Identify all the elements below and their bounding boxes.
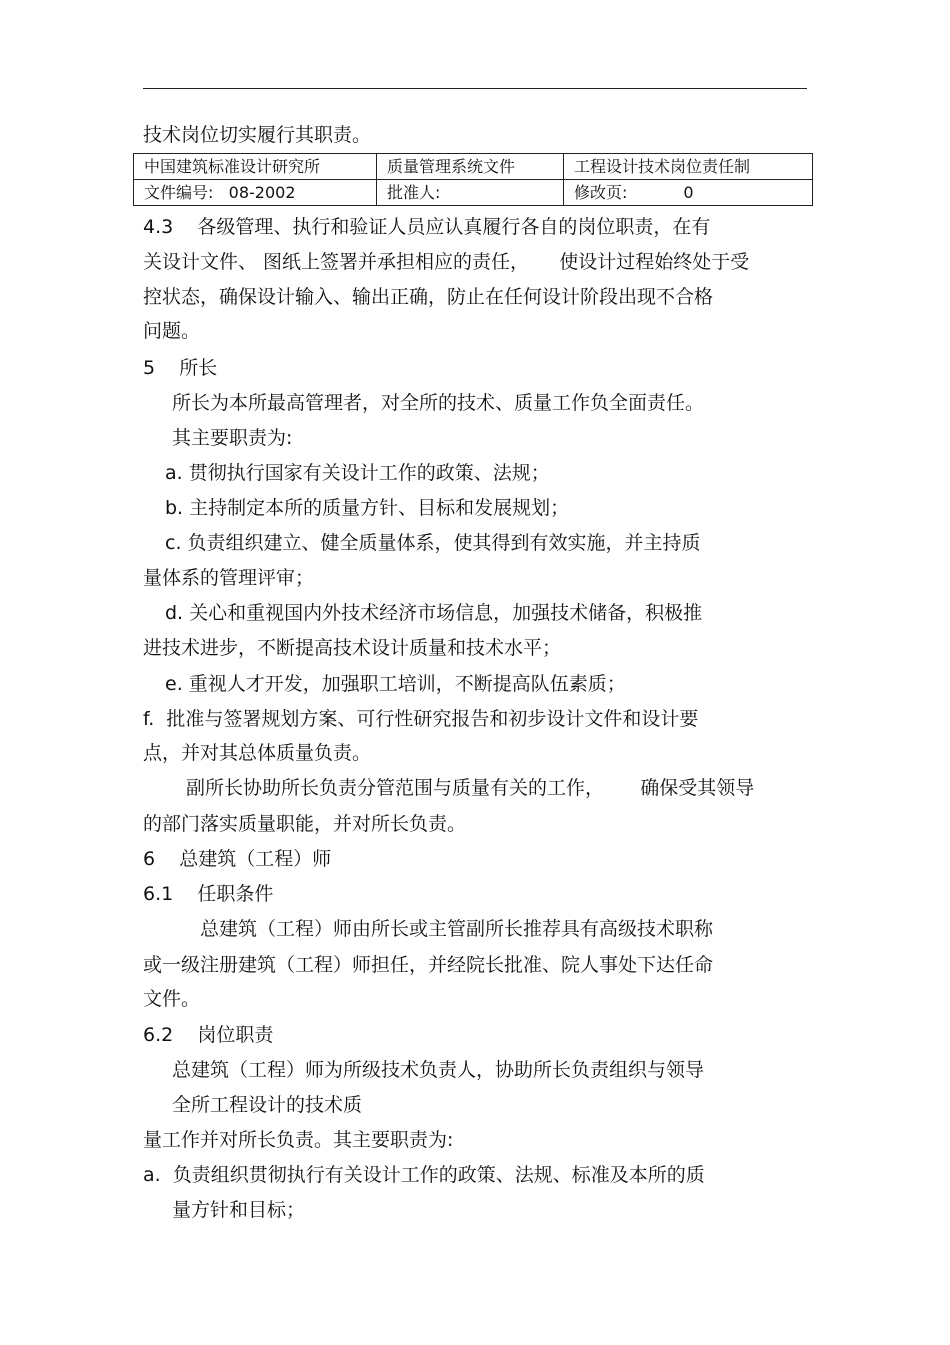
list-item: c. 负责组织建立、健全质量体系，使其得到有效实施，并主持质 — [165, 532, 701, 554]
list-item: d. 关心和重视国内外技术经济市场信息，加强技术储备，积极推 — [165, 602, 703, 624]
document-header-table — [133, 153, 813, 206]
section-5-heading: 5 所长 — [143, 357, 218, 379]
text-line: 其主要职责为: — [172, 427, 293, 449]
text-line: 总建筑（工程）师为所级技术负责人，协助所长负责组织与领导 — [172, 1059, 705, 1081]
institute-name-cell: 中国建筑标准设计研究所 — [134, 154, 377, 180]
text-line: 问题。 — [143, 320, 201, 342]
text-line: 量体系的管理评审； — [143, 567, 315, 589]
table-row — [134, 154, 813, 180]
list-item: f. 批准与签署规划方案、可行性研究报告和初步设计文件和设计要 — [143, 708, 699, 730]
text-line: 所长为本所最高管理者，对全所的技术、质量工作负全面责任。 — [172, 392, 705, 414]
text-line: 点，并对其总体质量负责。 — [143, 742, 372, 764]
list-item: b. 主持制定本所的质量方针、目标和发展规划； — [165, 497, 570, 519]
text-line: 文件。 — [143, 988, 201, 1010]
text-line: 技术岗位切实履行其职责。 — [143, 124, 372, 146]
list-item: a. 贯彻执行国家有关设计工作的政策、法规； — [165, 462, 550, 484]
text-line: 全所工程设计的技术质 — [172, 1094, 363, 1116]
revision-cell: 修改页: 0 — [564, 180, 813, 206]
text-line: 量方针和目标； — [172, 1199, 306, 1221]
text-line: 关设计文件、 图纸上签署并承担相应的责任， 使设计过程始终处于受 — [143, 251, 750, 273]
file-number-cell: 文件编号: 08-2002 — [134, 180, 377, 206]
section-4-3-text: 4.3 各级管理、执行和验证人员应认真履行各自的岗位职责，在有 — [143, 216, 711, 238]
header-rule — [143, 88, 807, 89]
section-6-2-heading: 6.2 岗位职责 — [143, 1024, 274, 1046]
text-line: 副所长协助所长负责分管范围与质量有关的工作， 确保受其领导 — [186, 777, 755, 799]
approver-cell: 批准人: — [377, 180, 564, 206]
file-type-cell: 质量管理系统文件 — [377, 154, 564, 180]
section-6-1-heading: 6.1 任职条件 — [143, 883, 274, 905]
text-line: 进技术进步，不断提高技术设计质量和技术水平； — [143, 637, 562, 659]
text-line: 的部门落实质量职能，并对所长负责。 — [143, 813, 467, 835]
table-row — [134, 180, 813, 206]
list-item: e. 重视人才开发，加强职工培训，不断提高队伍素质； — [165, 673, 626, 695]
text-line: 或一级注册建筑（工程）师担任，并经院长批准、院人事处下达任命 — [143, 954, 714, 976]
section-6-heading: 6 总建筑（工程）师 — [143, 848, 332, 870]
list-item: a. 负责组织贯彻执行有关设计工作的政策、法规、标准及本所的质 — [143, 1164, 705, 1186]
text-line: 控状态，确保设计输入、输出正确，防止在任何设计阶段出现不合格 — [143, 286, 714, 308]
text-line: 总建筑（工程）师由所长或主管副所长推荐具有高级技术职称 — [200, 918, 714, 940]
text-line: 量工作并对所长负责。其主要职责为: — [143, 1129, 454, 1151]
document-title-cell: 工程设计技术岗位责任制 — [564, 154, 813, 180]
